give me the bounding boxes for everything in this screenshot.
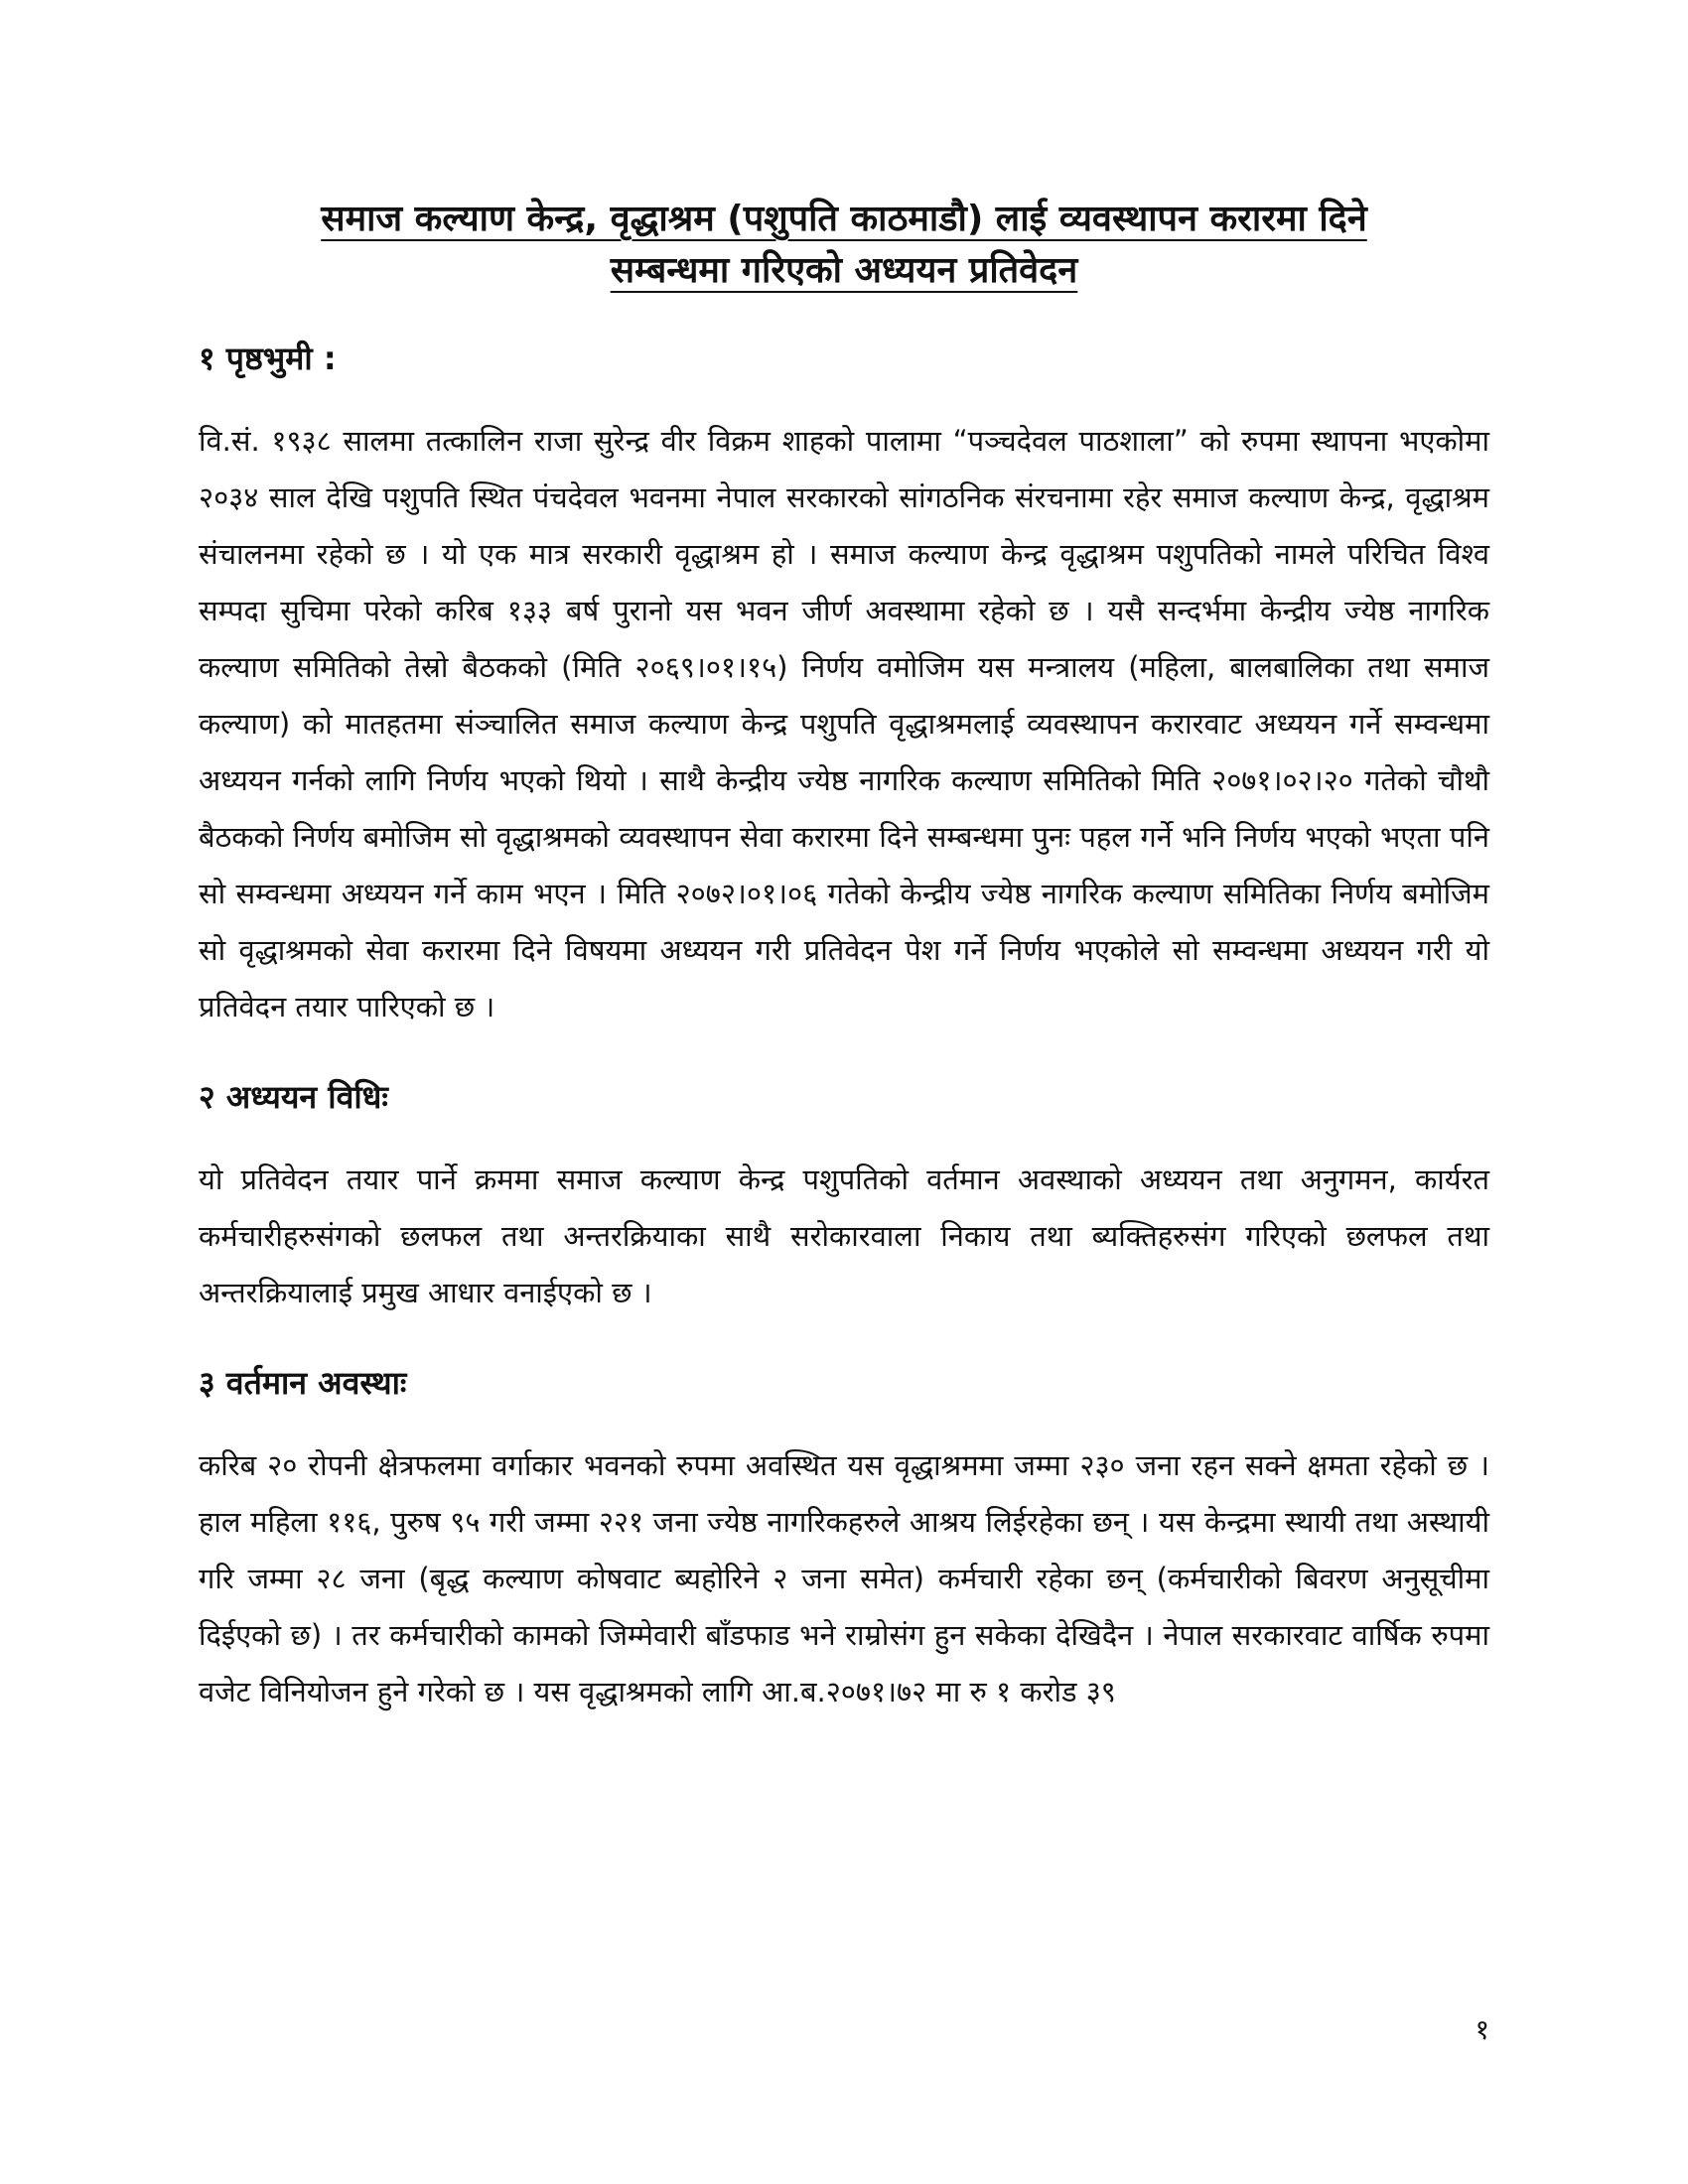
document-title xyxy=(199,194,1489,297)
title-line-1: समाज कल्याण केन्द्र, वृद्धाश्रम (पशुपति काठमाडौ) लाई व्यवस्थापन करारमा दिने xyxy=(321,199,1367,239)
section-1-body: वि.सं. १९३८ सालमा तत्कालिन राजा सुरेन्द्र वीर विक्रम शाहको पालामा “पञ्चदेवल पाठशाला” को रुपमा स्थापना भएकोमा २०३४ साल देखि पशुपति स्थित पंचदेवल भवनमा नेपाल सरकारको सांगठनिक संरचनामा रहेर समाज कल्याण केन्द्र, वृद्धाश्रम संचालनमा रहेको छ । यो एक मात्र सरकारी वृद्धाश्रम हो । समाज कल्याण केन्द्र वृद्धाश्रम पशुपतिको नामले परिचित विश्व सम्पदा सुचिमा परेको करिब १३३ बर्ष पुरानो यस भवन जीर्ण अवस्थामा रहेको छ । यसै सन्दर्भमा केन्द्रीय ज्येष्ठ नागरिक कल्याण समितिको तेस्रो बैठकको (मिति २०६९।०१।१५) निर्णय वमोजिम यस मन्त्रालय (महिला, बालबालिका तथा समाज कल्याण) को मातहतमा संञ्चालित समाज कल्याण केन्द्र पशुपति वृद्धाश्रमलाई व्यवस्थापन करारवाट अध्ययन गर्ने सम्वन्धमा अध्ययन गर्नको लागि निर्णय भएको थियो । साथै केन्द्रीय ज्येष्ठ नागरिक कल्याण समितिको मिति २०७१।०२।२० गतेको चौथौ बैठकको निर्णय बमोजिम सो वृद्धाश्रमको व्यवस्थापन सेवा करारमा दिने सम्बन्धमा पुनः पहल गर्ने भनि निर्णय भएको भएता पनि सो सम्वन्धमा अध्ययन गर्ने काम भएन । मिति २०७२।०१।०६ गतेको केन्द्रीय ज्येष्ठ नागरिक कल्याण समितिका निर्णय बमोजिम सो वृद्धाश्रमको सेवा करारमा दिने विषयमा अध्ययन गरी प्रतिवेदन पेश गर्ने निर्णय भएकोले सो सम्वन्धमा अध्ययन गरी यो प्रतिवेदन तयार पारिएको छ । xyxy=(199,424,1489,1024)
section-2-heading: २ अध्ययन विधिः xyxy=(199,1078,388,1117)
page-number: १ xyxy=(1475,2013,1489,2046)
section-2-body: यो प्रतिवेदन तयार पार्ने क्रममा समाज कल्याण केन्द्र पशुपतिको वर्तमान अवस्थाको अध्ययन तथा अनुगमन, कार्यरत कर्मचारीहरुसंगको छलफल तथा अन्तरक्रियाका साथै सरोकारवाला निकाय तथा ब्यक्तिहरुसंग गरिएको छलफल तथा अन्तरक्रियालाई प्रमुख आधार वनाईएको छ । xyxy=(199,1162,1489,1310)
document-page xyxy=(199,194,1489,1760)
title-line-2: सम्बन्धमा गरिएको अध्ययन प्रतिवेदन xyxy=(610,250,1078,292)
section-3-heading: ३ वर्तमान अवस्थाः xyxy=(199,1364,407,1403)
section-3-body: करिब २० रोपनी क्षेत्रफलमा वर्गाकार भवनको रुपमा अवस्थित यस वृद्धाश्रममा जम्मा २३० जना रहन सक्ने क्षमता रहेको छ । हाल महिला ११६, पुरुष ९५ गरी जम्मा २२१ जना ज्येष्ठ नागरिकहरुले आश्रय लिईरहेका छन् । यस केन्द्रमा स्थायी तथा अस्थायी गरि जम्मा २८ जना (बृद्ध कल्याण कोषवाट ब्यहोरिने २ जना समेत) कर्मचारी रहेका छन् (कर्मचारीको बिवरण अनुसूचीमा दिईएको छ) । तर कर्मचारीको कामको जिम्मेवारी बाँडफाड भने राम्रोसंग हुन सकेका देखिदैन । नेपाल सरकारवाट वार्षिक रुपमा वजेट विनियोजन हुने गरेको छ । यस वृद्धाश्रमको लागि आ.ब.२०७१।७२ मा रु १ करोड ३९ xyxy=(199,1448,1489,1709)
section-1-heading: १ पृष्ठभुमी : xyxy=(199,340,337,378)
